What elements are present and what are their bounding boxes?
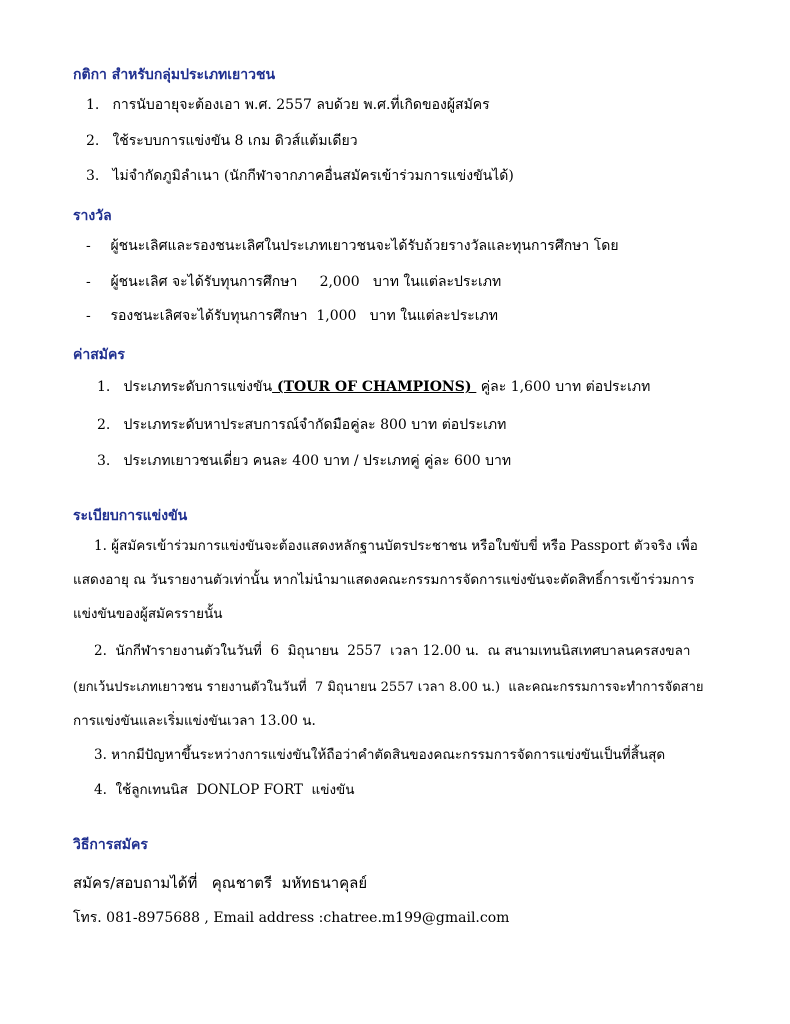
rules-item-3-text: ไม่จำกัดภูมิลำเนา (นักกีฬาจากภาคอื่นสมัครเข้าร่วมการแข่งขันได้) (112, 168, 514, 184)
fees-item-1-event: (TOUR OF CHAMPIONS) (272, 379, 477, 395)
rules-item-2 (86, 134, 358, 148)
regulation-1-line-2: แสดงอายุ ณ วันรายงานตัวเท่านั้น หากไม่นำมาแสดงคณะกรรมการจัดการแข่งขันจะตัดสิทธิ์การเข้าร่วมการ (73, 572, 695, 588)
rules-item-3 (86, 169, 514, 183)
rules-item-2-num: 2. (86, 133, 100, 149)
rules-item-1 (86, 98, 490, 112)
rules-item-2-text: ใช้ระบบการแข่งขัน 8 เกม ดิวส์แต้มเดียว (112, 133, 358, 149)
fees-item-1-pre: ประเภทระดับการแข่งขัน (123, 379, 273, 395)
fees-item-1-num: 1. (97, 379, 111, 395)
prizes-item-2-text: ผู้ชนะเลิศ จะได้รับทุนการศึกษา 2,000 บาท ในแต่ละประเภท (110, 274, 502, 290)
prizes-item-3 (86, 309, 498, 323)
prizes-item-1-text: ผู้ชนะเลิศและรองชนะเลิศในประเภทเยาวชนจะได้รับถ้วยรางวัลและทุนการศึกษา โดย (110, 238, 619, 254)
apply-heading: วิธีการสมัคร (73, 837, 148, 853)
fees-item-3 (97, 454, 511, 468)
phone-email-line: โทร. 081-8975688 , Email address :chatree.m199@gmail.com (73, 910, 510, 926)
prizes-item-3-text: รองชนะเลิศจะได้รับทุนการศึกษา 1,000 บาท ในแต่ละประเภท (110, 308, 498, 324)
regulation-4: 4. ใช้ลูกเทนนิส DONLOP FORT แข่งขัน (94, 782, 355, 798)
regulations-heading: ระเบียบการแข่งขัน (73, 508, 188, 524)
fees-item-3-text: ประเภทเยาวชนเดี่ยว คนละ 400 บาท / ประเภทคู่ คู่ละ 600 บาท (123, 453, 512, 469)
prizes-item-2-dash: - (86, 274, 91, 290)
fees-item-3-num: 3. (97, 453, 111, 469)
prizes-item-3-dash: - (86, 308, 91, 324)
prizes-heading: รางวัล (73, 208, 112, 224)
rules-item-3-num: 3. (86, 168, 100, 184)
regulation-2-line-3: การแข่งขันและเริ่มแข่งขันเวลา 13.00 น. (73, 713, 316, 729)
fees-item-1-post: คู่ละ 1,600 บาท ต่อประเภท (476, 379, 651, 395)
fees-item-2-num: 2. (97, 417, 111, 433)
rules-item-1-num: 1. (86, 97, 100, 113)
fees-item-2-text: ประเภทระดับหาประสบการณ์จำกัดมือคู่ละ 800 บาท ต่อประเภท (123, 417, 507, 433)
regulation-3: 3. หากมีปัญหาขึ้นระหว่างการแข่งขันให้ถือว่าคำตัดสินของคณะกรรมการจัดการแข่งขันเป็นที่สิ้นสุด (94, 747, 666, 763)
fees-heading: ค่าสมัคร (73, 347, 125, 363)
fees-item-1 (97, 380, 650, 394)
rules-item-1-text: การนับอายุจะต้องเอา พ.ศ. 2557 ลบด้วย พ.ศ.ที่เกิดของผู้สมัคร (112, 97, 490, 113)
regulation-2-line-1: 2. นักกีฬารายงานตัวในวันที่ 6 มิถุนายน 2557 เวลา 12.00 น. ณ สนามเทนนิสเทศบาลนครสงขลา (94, 643, 691, 659)
fees-item-2 (97, 418, 506, 432)
regulation-1-line-3: แข่งขันของผู้สมัครรายนั้น (73, 606, 223, 622)
contact-line: สมัคร/สอบถามได้ที่ คุณชาตรี มหัทธนาคุลย์ (73, 874, 368, 892)
prizes-item-1-dash: - (86, 238, 91, 254)
regulation-1-line-1: 1. ผู้สมัครเข้าร่วมการแข่งขันจะต้องแสดงหลักฐานบัตรประชาชน หรือใบขับขี่ หรือ Passport ตัวจริง เพื่อ (94, 538, 698, 554)
rules-heading: กติกา สำหรับกลุ่มประเภทเยาวชน (73, 67, 276, 83)
prizes-item-2 (86, 275, 501, 289)
prizes-item-1 (86, 239, 619, 253)
regulation-2-line-2: (ยกเว้นประเภทเยาวชน รายงานตัวในวันที่ 7 มิถุนายน 2557 เวลา 8.00 น.) และคณะกรรมการจะทำการจัดสาย (73, 680, 704, 695)
